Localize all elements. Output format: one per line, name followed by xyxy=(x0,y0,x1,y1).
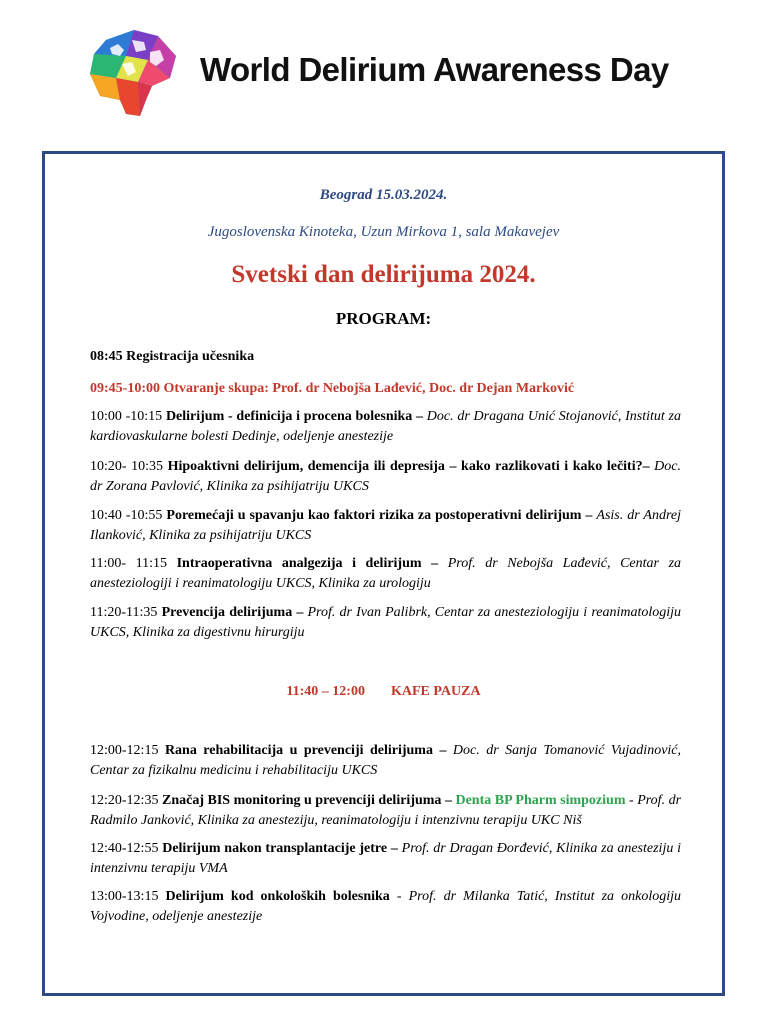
schedule-topic: Intraoperativna analgezija i delirijum xyxy=(176,556,422,571)
event-date: Beograd 15.03.2024. xyxy=(319,187,448,203)
schedule-time: 08:45 xyxy=(90,349,123,364)
schedule-item: 11:20-11:35 Prevencija delirijuma – Prof. dr Ivan Palibrk, Centar za anesteziologiju i reanimatologiju UKCS, Klinika za digestivnu hirurgiju xyxy=(90,605,682,640)
schedule-speaker: Doc. dr Zorana Pavlović, Klinika za psihijatriju UKCS xyxy=(90,459,681,494)
schedule-item-opening xyxy=(90,379,681,399)
schedule-item: 12:40-12:55 Delirijum nakon transplantacije jetre – Prof. dr Dragan Đorđević, Klinika za anesteziju i intenzivnu terapiju VMA xyxy=(90,841,681,876)
brand-title: World Delirium Awareness Day xyxy=(200,51,669,88)
sponsor-label: Denta BP Pharm simpozium xyxy=(455,793,626,808)
schedule-time: 12:40-12:55 xyxy=(90,841,159,856)
schedule-speaker: Prof. dr Dragan Đorđević, Klinika za anesteziju i intenzivnu terapiju VMA xyxy=(90,841,681,876)
schedule-time: 10:40 -10:55 xyxy=(90,508,163,523)
schedule-item xyxy=(90,457,681,497)
schedule-time: 11:00- 11:15 xyxy=(90,556,167,571)
schedule-topic: Registracija učesnika xyxy=(126,349,255,364)
program-frame xyxy=(42,151,725,996)
event-venue: Jugoslovenska Kinoteka, Uzun Mirkova 1, sala Makavejev xyxy=(207,224,560,240)
event-title: Svetski dan delirijuma 2024. xyxy=(231,261,536,288)
program-heading: PROGRAM: xyxy=(335,309,432,328)
schedule-time: 11:20-11:35 xyxy=(90,605,158,620)
schedule-topic: Prevencija delirijuma xyxy=(161,605,293,620)
schedule-item: 12:00-12:15 Rana rehabilitacija u prevenciji delirijuma – Doc. dr Sanja Tomanović Vujadinović, Centar za fizikalnu medicinu i rehabilitaciju UKCS xyxy=(90,743,682,778)
schedule-topic: Delirijum - definicija i procena bolesnika xyxy=(165,409,413,424)
schedule-topic: Delirijum nakon transplantacije jetre xyxy=(162,841,388,856)
schedule-speaker: Doc. dr Dragana Unić Stojanović, Institut za kardiovaskularne bolesti Dedinje, odeljenje anestezije xyxy=(90,409,682,444)
schedule-topic: Poremećaji u spavanju kao faktori rizika za postoperativni delirijum xyxy=(166,508,582,523)
schedule-time: 13:00-13:15 xyxy=(90,889,159,904)
schedule-topic: Delirijum kod onkoloških bolesnika xyxy=(165,889,390,904)
schedule-speaker: Prof. dr Nebojša Lađević, Centar za anesteziologiji i reanimatologiju UKCS, Klinika za urologiju xyxy=(90,556,682,591)
schedule-speaker: Prof. dr Radmilo Janković, Klinika za anesteziju, reanimatologiju i intenzivnu terapiju UKC Niš xyxy=(90,793,682,828)
header xyxy=(86,26,686,118)
schedule-topic: Značaj BIS monitoring u prevenciji delirijuma xyxy=(161,793,442,808)
coffee-break-label: KAFE PAUZA xyxy=(390,684,481,699)
schedule-speaker: Prof. dr Milanka Tatić, Institut za onkologiju Vojvodine, odeljenje anestezije xyxy=(90,889,682,924)
schedule-speaker: Asis. dr Andrej Ilanković, Klinika za psihijatriju UKCS xyxy=(90,508,682,543)
schedule-time: 12:00-12:15 xyxy=(90,743,159,758)
schedule-speaker: Doc. dr Sanja Tomanović Vujadinović, Centar za fizikalnu medicinu i rehabilitaciju UKCS xyxy=(90,743,682,778)
schedule-topic: Otvaranje skupa: Prof. dr Nebojša Lađević, Doc. dr Dejan Marković xyxy=(163,381,575,396)
schedule-item: 10:00 -10:15 Delirijum - definicija i procena bolesnika – Doc. dr Dragana Unić Stojanović, Institut za kardiovaskularne bolesti Dedinje, odeljenje anestezije xyxy=(90,409,682,444)
schedule-time: 12:20-12:35 xyxy=(90,793,159,808)
coffee-break xyxy=(45,684,722,700)
world-delirium-logo-icon xyxy=(86,26,182,118)
schedule-item: 13:00-13:15 Delirijum kod onkoloških bolesnika - Prof. dr Milanka Tatić, Institut za onkologiju Vojvodine, odeljenje anestezije xyxy=(90,889,682,924)
schedule-speaker: Prof. dr Ivan Palibrk, Centar za anesteziologiju i reanimatologiju UKCS, Klinika za digestivnu hirurgiju xyxy=(90,605,682,640)
schedule-time: 10:20- 10:35 xyxy=(90,459,163,474)
schedule-topic: Hipoaktivni delirijum, demencija ili depresija – kako razlikovati i kako lečiti?– xyxy=(167,459,650,474)
schedule-time: 10:00 -10:15 xyxy=(90,409,163,424)
schedule-item-registration xyxy=(90,347,681,367)
coffee-break-time: 11:40 – 12:00 xyxy=(286,684,365,699)
schedule-time: 09:45-10:00 xyxy=(90,381,160,396)
schedule-topic: Rana rehabilitacija u prevenciji delirijuma xyxy=(164,743,433,758)
schedule-item: 10:40 -10:55 Poremećaji u spavanju kao faktori rizika za postoperativni delirijum – Asis. dr Andrej Ilanković, Klinika za psihijatriju UKCS xyxy=(90,508,682,543)
schedule-item: 11:00- 11:15 Intraoperativna analgezija i delirijum – Prof. dr Nebojša Lađević, Centar za anesteziologiji i reanimatologiju UKCS, Klinika za urologiju xyxy=(90,556,682,591)
schedule-item: 12:20-12:35 Značaj BIS monitoring u prevenciji delirijuma – Denta BP Pharm simpozium - Prof. dr Radmilo Janković, Klinika za anesteziju, reanimatologiju i intenzivnu terapiju UKC Niš xyxy=(90,793,682,828)
